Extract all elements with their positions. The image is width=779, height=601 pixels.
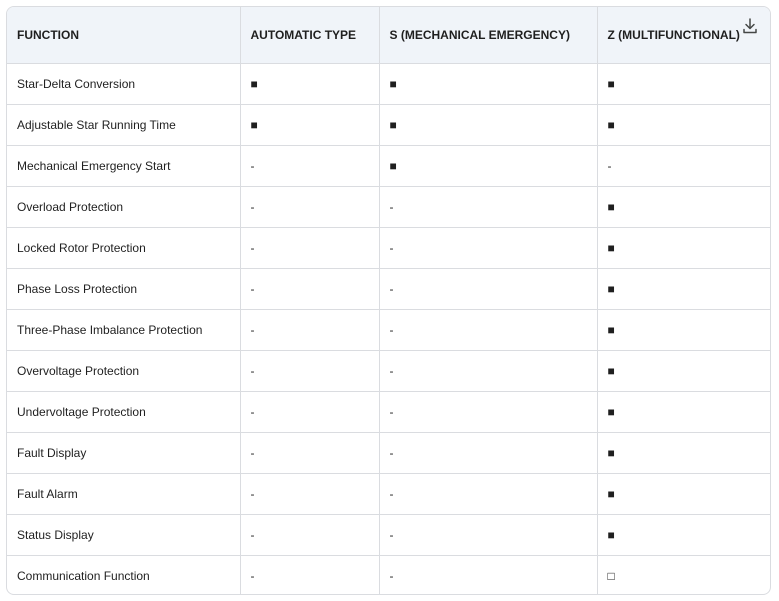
cell-multifunctional: ■: [597, 514, 770, 555]
cell-multifunctional: ■: [597, 186, 770, 227]
header-mechanical-emergency: S (MECHANICAL EMERGENCY): [379, 7, 597, 63]
cell-multifunctional: ■: [597, 350, 770, 391]
cell-function: Fault Display: [7, 432, 240, 473]
cell-automatic: -: [240, 432, 379, 473]
cell-automatic: -: [240, 186, 379, 227]
cell-multifunctional: ■: [597, 391, 770, 432]
cell-multifunctional: -: [597, 145, 770, 186]
download-icon: [740, 16, 760, 36]
cell-automatic: -: [240, 473, 379, 514]
cell-function: Undervoltage Protection: [7, 391, 240, 432]
table-row: [7, 473, 770, 514]
table-row: [7, 227, 770, 268]
table-row: [7, 145, 770, 186]
cell-multifunctional: ■: [597, 227, 770, 268]
cell-function: Mechanical Emergency Start: [7, 145, 240, 186]
table-row: [7, 309, 770, 350]
cell-function: Locked Rotor Protection: [7, 227, 240, 268]
cell-automatic: ■: [240, 63, 379, 104]
cell-mechanical: -: [379, 186, 597, 227]
table-row: [7, 391, 770, 432]
header-automatic-type: AUTOMATIC TYPE: [240, 7, 379, 63]
cell-function: Communication Function: [7, 555, 240, 595]
cell-function: Star-Delta Conversion: [7, 63, 240, 104]
cell-automatic: -: [240, 350, 379, 391]
table-header-row: [7, 7, 770, 63]
cell-multifunctional: ■: [597, 432, 770, 473]
cell-multifunctional: ■: [597, 104, 770, 145]
cell-mechanical: -: [379, 555, 597, 595]
table-row: [7, 104, 770, 145]
cell-mechanical: -: [379, 350, 597, 391]
cell-automatic: -: [240, 391, 379, 432]
cell-multifunctional: ■: [597, 473, 770, 514]
table-row: [7, 268, 770, 309]
header-multifunctional: Z (MULTIFUNCTIONAL): [597, 7, 770, 63]
comparison-table-container: [6, 6, 771, 595]
table-row: [7, 186, 770, 227]
cell-automatic: ■: [240, 104, 379, 145]
cell-automatic: -: [240, 309, 379, 350]
table-row: [7, 63, 770, 104]
cell-function: Phase Loss Protection: [7, 268, 240, 309]
table-row: [7, 432, 770, 473]
header-function: FUNCTION: [7, 7, 240, 63]
cell-mechanical: -: [379, 473, 597, 514]
cell-function: Overvoltage Protection: [7, 350, 240, 391]
cell-mechanical: ■: [379, 104, 597, 145]
cell-multifunctional: □: [607, 568, 615, 583]
cell-mechanical: -: [379, 309, 597, 350]
cell-automatic: -: [240, 145, 379, 186]
cell-multifunctional: ■: [597, 63, 770, 104]
download-button[interactable]: [740, 16, 760, 36]
cell-mechanical: -: [379, 227, 597, 268]
cell-function: Three-Phase Imbalance Protection: [7, 309, 240, 350]
cell-automatic: -: [240, 514, 379, 555]
cell-automatic: -: [240, 268, 379, 309]
cell-mechanical: ■: [379, 145, 597, 186]
cell-automatic: -: [240, 227, 379, 268]
table-row: [7, 350, 770, 391]
cell-multifunctional: ■: [597, 268, 770, 309]
cell-mechanical: -: [379, 432, 597, 473]
function-comparison-table: [7, 7, 770, 595]
table-row: [7, 514, 770, 555]
cell-function: Fault Alarm: [7, 473, 240, 514]
cell-mechanical: -: [379, 268, 597, 309]
cell-multifunctional: ■: [597, 309, 770, 350]
cell-function: Overload Protection: [7, 186, 240, 227]
cell-function: Adjustable Star Running Time: [7, 104, 240, 145]
cell-mechanical: ■: [379, 63, 597, 104]
cell-mechanical: -: [379, 514, 597, 555]
table-row: [7, 555, 770, 595]
cell-automatic: -: [240, 555, 379, 595]
cell-function: Status Display: [7, 514, 240, 555]
cell-mechanical: -: [379, 391, 597, 432]
